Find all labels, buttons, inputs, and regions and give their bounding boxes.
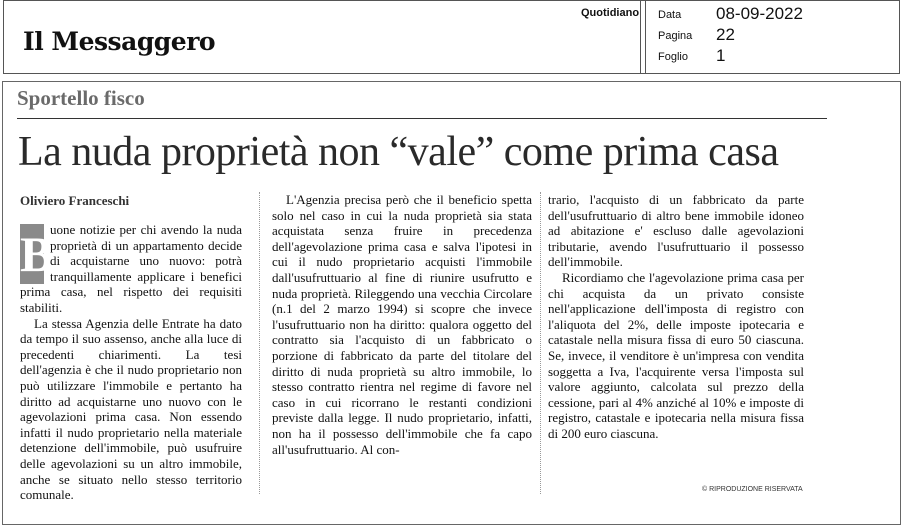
- page-value: 22: [716, 25, 735, 44]
- article-column-2: [272, 192, 532, 457]
- paragraph: trario, l'acquisto di un fabbricato da parte dell'usufruttuario di altro bene immobile idoneo ad abitazione e' escluso dalle agevolazioni tributarie, avendo l'usufruttuario il possesso dell'immobile.: [548, 192, 804, 270]
- sheet-value: 1: [716, 46, 726, 65]
- paragraph: L'Agenzia precisa però che il beneficio spetta solo nel caso in cui la nuda proprietà sia stata acquistata senza fruire in precedenza dell'agevolazione prima casa e salva l'ipotesi in cui il nudo proprietario acquisti l'immobile dall'usufruttuario al fine di riunire usufrutto e nuda proprietà. Rileggendo una vecchia Circolare (n.1 del 2 marzo 1994) si scopre che invece l'usufruttuario non ha diritto: qualora oggetto del contratto sia l'acquisto di un fabbricato o porzione di fabbricato da parte del titolare del diritto di nuda proprietà su altro immobile, lo stesso contratto rientra nel regime di favore nel caso in cui ricorrano le restanti condizioni previste dalla legge. Il nudo proprietario, infatti, non ha il possesso dell'immobile che fa capo all'usufruttuario. Al con-: [272, 192, 532, 457]
- article-column-1: [20, 222, 242, 503]
- newspaper-masthead: Il Messaggero: [23, 27, 216, 56]
- paragraph: B uone notizie per chi avendo la nuda proprietà di un appartamento decide di acquistarne uno nuovo: potrà tranquillamente applicare i benefici prima casa, nel rispetto dei requisiti stabiliti.: [20, 222, 242, 315]
- article-column-3: [548, 192, 804, 442]
- drop-cap: B: [20, 226, 54, 282]
- section-rubric: Sportello fisco: [17, 86, 145, 110]
- page-label: Pagina: [658, 30, 693, 42]
- column-divider: [540, 192, 541, 494]
- sheet-label: Foglio: [658, 51, 688, 63]
- copyright-notice: © RIPRODUZIONE RISERVATA: [702, 486, 803, 493]
- column-divider: [259, 192, 260, 494]
- article-headline: La nuda proprietà non “vale” come prima casa: [18, 129, 779, 175]
- paragraph: La stessa Agenzia delle Entrate ha dato da tempo il suo assenso, anche alla luce di precedenti chiarimenti. La tesi dell'agenzia è che il nudo proprietario non può utilizzare l'immobile e pertanto ha diritto ad acquistarne uno nuovo con le agevolazioni prima casa. Non essendo infatti il nudo proprietario nella materiale detenzione dell'immobile, può usufruire delle agevolazioni su un altro immobile, anche se situato nello stesso territorio comunale.: [20, 315, 242, 503]
- header-divider: [640, 0, 641, 74]
- rubric-divider: [17, 118, 827, 119]
- publication-frequency: Quotidiano: [581, 7, 640, 19]
- paragraph: Ricordiamo che l'agevolazione prima casa per chi acquista da un privato consiste nell'applicazione dell'imposta di registro con l'aliquota del 2%, delle imposte ipotecaria e catastale nella misura fissa di euro 50 ciascuna. Se, invece, il venditore è un'impresa con vendita soggetta a Iva, l'acquirente versa l'imposta sul valore aggiunto, calcolata sul prezzo della cessione, pari al 4% anziché al 10% e imposte di registro, catastale e ipotecaria nella misura fissa di 200 euro ciascuna.: [548, 269, 804, 441]
- author-byline: Oliviero Franceschi: [20, 193, 130, 208]
- date-label: Data: [658, 9, 682, 21]
- header-divider: [645, 0, 646, 74]
- date-value: 08-09-2022: [716, 4, 803, 23]
